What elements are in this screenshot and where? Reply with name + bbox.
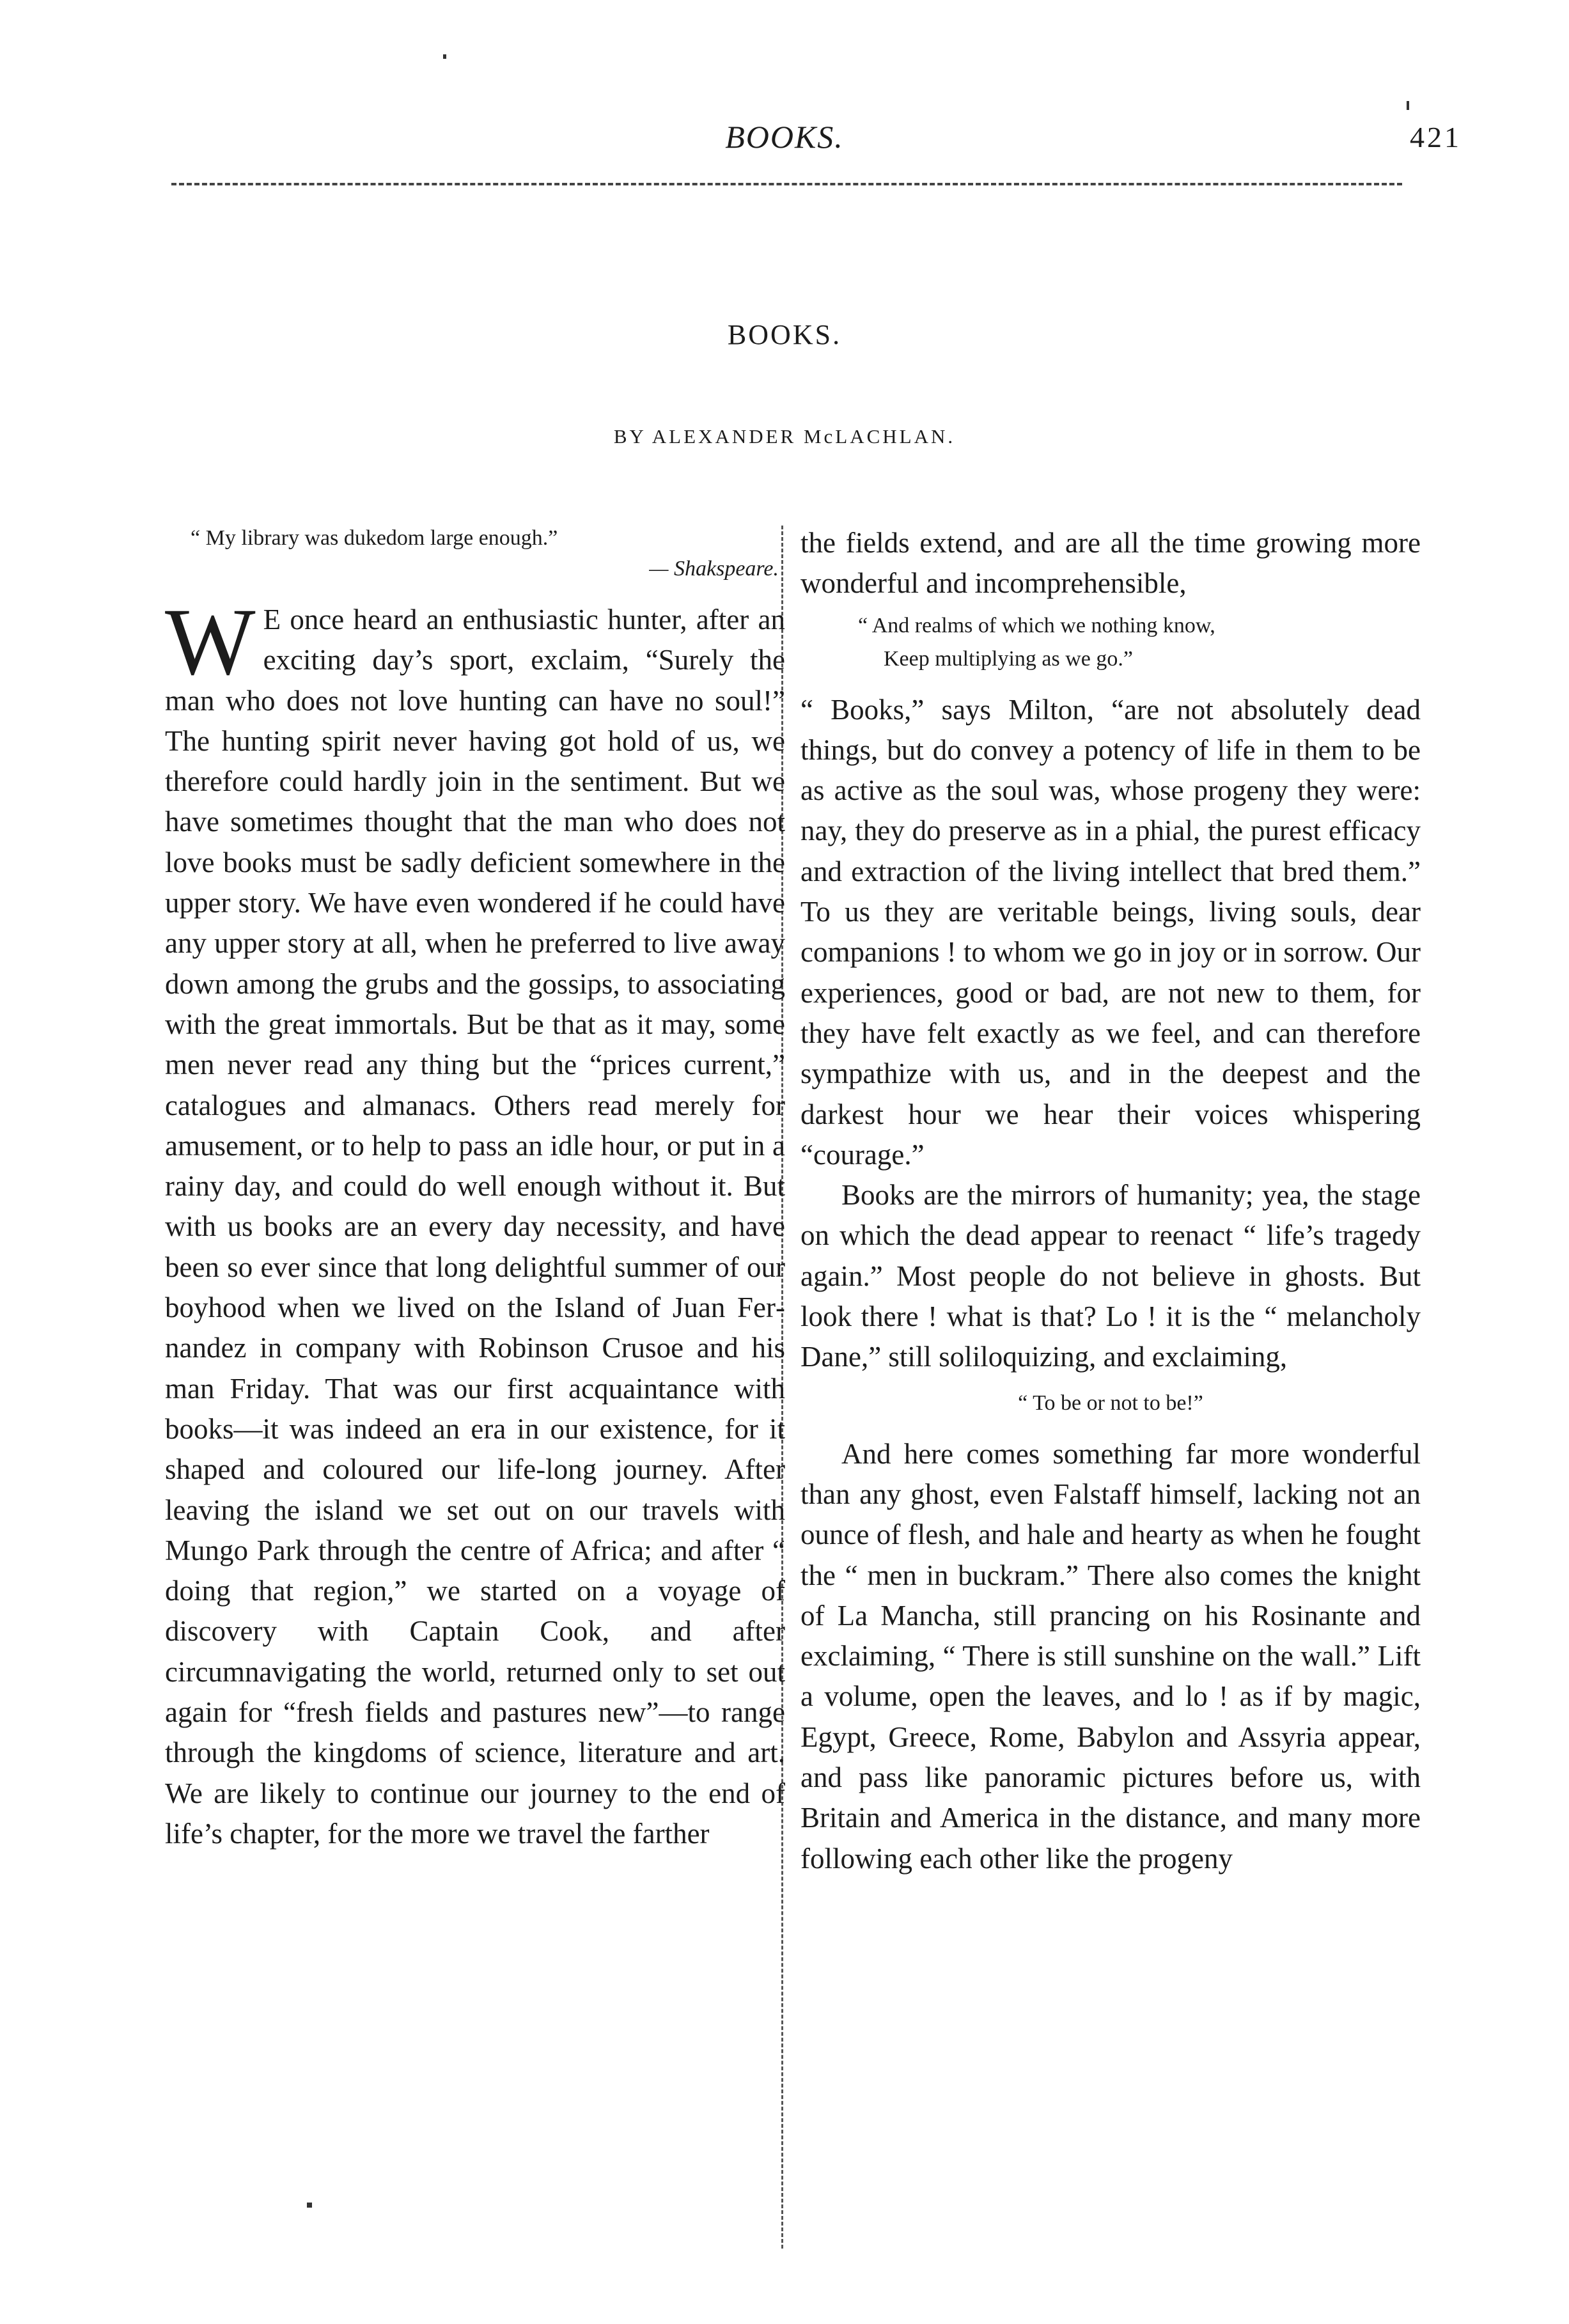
opening-paragraph xyxy=(165,589,785,1854)
article-byline: BY ALEXANDER McLACHLAN. xyxy=(613,425,956,448)
print-speck xyxy=(1407,101,1409,110)
epigraph xyxy=(191,523,785,584)
milton-paragraph: “ Books,” says Milton, “are not absolutely dead things, but do convey a potency of life in them to be as active as the soul was, whose progeny they were: nay, they do preserve as in a phial, the purest efficacy and extraction of the living intellect that bred them.” To us they are veritable beings, living souls, dear companions ! to whom we go in joy or in sorrow. Our experiences, good or bad, are not new to them, for they have felt exactly as we feel, and can therefore sympathize with us, and in the deepest and the darkest hour we hear their voices whispering “courage.” xyxy=(800,693,1421,1171)
verse-quote-line-2: Keep multiplying as we go.” xyxy=(884,646,1133,671)
header-rule xyxy=(171,183,1402,185)
epigraph-line: “ My library was dukedom large enough.” xyxy=(191,526,558,550)
verse-quote xyxy=(858,609,1421,676)
falstaff-paragraph: And here comes something far more wonderful than any ghost, even Falstaff himself, lacking not an ounce of flesh, and hale and hearty as when he fought the “ men in buckram.” There also comes the knight of La Mancha, still prancing on his Rosinante and exclaiming, “ There is still sunshine on the wall.” Lift a volume, open the leaves, and lo ! as if by magic, Egypt, Greece, Rome, Babylon and Assyria appear, and pass like panoramic pictures before us, with Britain and America in the distance, and many more following each other like the progeny xyxy=(800,1437,1421,1875)
drop-cap: W xyxy=(165,589,256,695)
article-title: BOOKS. xyxy=(727,319,842,350)
page-number: 421 xyxy=(1410,121,1462,153)
mirrors-paragraph: Books are the mirrors of humanity; yea, the stage on which the dead appear to reenact “ life’s tragedy again.” Most people do not believe in ghosts. But look there ! what is that? Lo ! it is the “ melancholy Dane,” still soliloquizing, and exclaiming, xyxy=(800,1179,1421,1373)
print-speck xyxy=(307,2203,312,2208)
verse-quote-line-1: “ And realms of which we nothing know, xyxy=(858,613,1215,637)
print-speck xyxy=(443,54,446,59)
opening-paragraph-text: E once heard an enthusiastic hunter, after an exciting day’s sport, exclaim, “Surely the man who does not love hunting can have no soul!” The hunting spirit never having got hold of us, we therefore could hardly join in the sentiment. But we have sometimes thought that the man who does not love books must be sadly deficient somewhere in the upper story. We have even wondered if he could have any upper story at all, when he preferred to live away down among the grubs and the gossips, to associating with the great immortals. But be that as it may, some men never read any thing but the “prices current,” catalogues and almanacs. Others read merely for amusement, or to help to pass an idle hour, or put in a rainy day, and could do well enough without it. But with us books are an every day necessity, and have been so ever since that long delightful summer of our boyhood when we lived on the Island of Juan Fernandez in company with Robinson Crusoe and his man Friday. That was our first acquaintance with books—it was indeed an era in our existence, for it shaped and coloured our life-long journey. After leaving the island we set out on our travels with Mungo Park through the centre of Africa; and after “ doing that region,” we started on a voyage of discovery with Captain Cook, and after circumnavigating the world, returned only to set out again for “fresh fields and pastures new”—to range through the kingdoms of science, literature and art. We are likely to continue our journey to the end of life’s chapter, for the more we travel the farther xyxy=(165,604,785,1850)
right-column xyxy=(800,523,1421,1879)
continued-paragraph: the fields extend, and are all the time growing more wonderful and incomprehensible, xyxy=(800,527,1421,600)
epigraph-attribution: — Shakspeare. xyxy=(649,557,779,581)
left-column xyxy=(165,523,785,1854)
running-head: BOOKS. xyxy=(725,119,844,155)
hamlet-quote: “ To be or not to be!” xyxy=(1018,1391,1203,1415)
